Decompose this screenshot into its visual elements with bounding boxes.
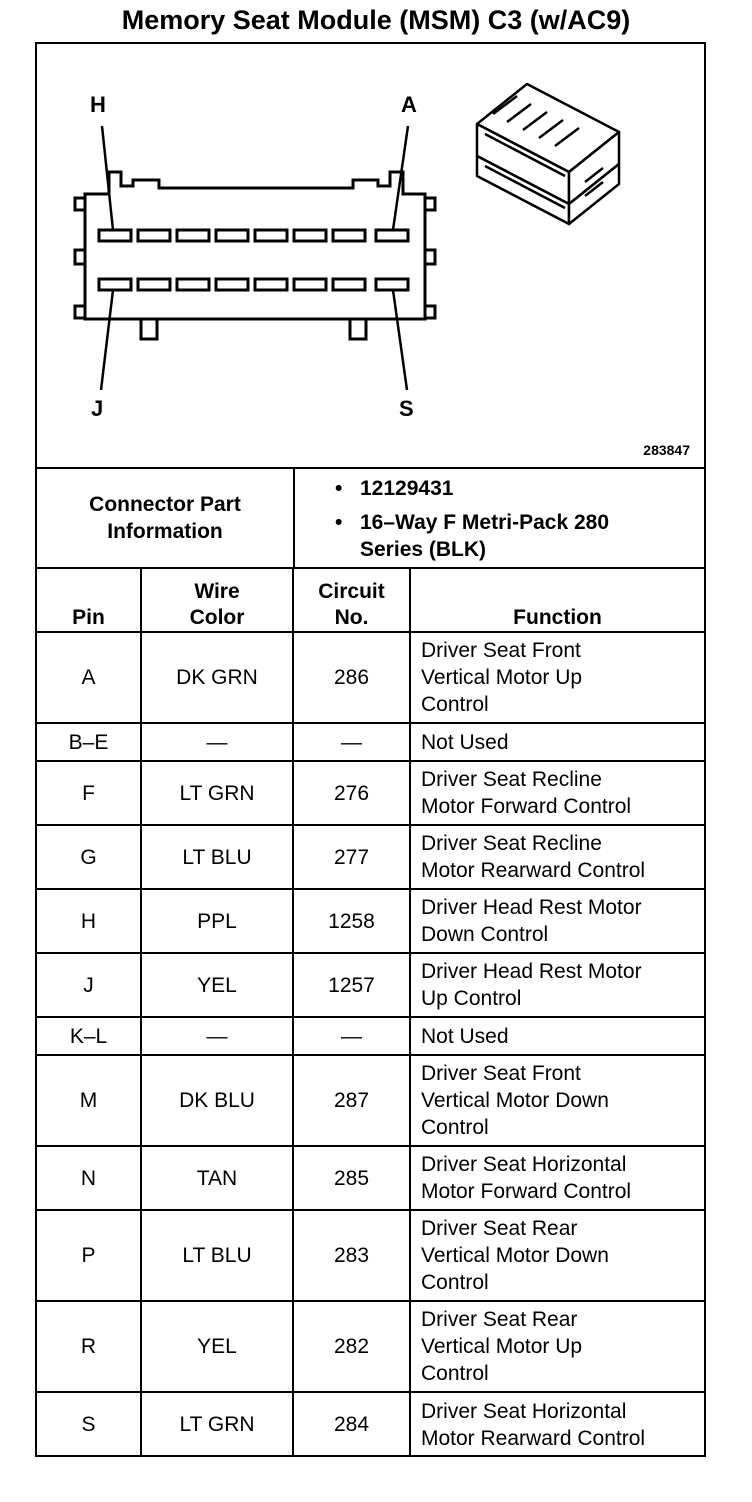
connector-type: 16–Way F Metri-Pack 280 Series (BLK) <box>360 511 610 561</box>
pin-cell: S <box>37 1392 141 1456</box>
pin-cell: K–L <box>37 1017 141 1055</box>
pin-label-a: A <box>401 92 417 117</box>
connector-diagram <box>37 44 704 469</box>
bullet-icon: • <box>335 477 343 500</box>
header-circuit: Circuit No. <box>293 569 410 632</box>
wire-color-cell: — <box>141 1017 293 1055</box>
table-row <box>37 723 704 761</box>
header-function: Function <box>410 569 704 632</box>
header-pin: Pin <box>37 569 141 632</box>
circuit-cell: 282 <box>293 1301 410 1392</box>
function-cell: Driver Seat Rear Vertical Motor Down Control <box>410 1210 704 1301</box>
connector-info-details <box>295 469 704 567</box>
circuit-cell: 284 <box>293 1392 410 1456</box>
table-row <box>37 632 704 723</box>
table-row <box>37 761 704 825</box>
table-row <box>37 1210 704 1301</box>
function-cell: Driver Seat Rear Vertical Motor Up Control <box>410 1301 704 1392</box>
pin-cell: B–E <box>37 723 141 761</box>
pinout-table <box>37 569 704 1456</box>
header-wire-color: Wire Color <box>141 569 293 632</box>
function-cell: Driver Seat Horizontal Motor Forward Control <box>410 1146 704 1210</box>
table-row <box>37 1146 704 1210</box>
wire-color-cell: DK GRN <box>141 632 293 723</box>
pin-cell: J <box>37 953 141 1017</box>
wire-color-cell: PPL <box>141 889 293 953</box>
table-row <box>37 825 704 889</box>
circuit-cell: — <box>293 1017 410 1055</box>
connector-info-label: Connector Part Information <box>37 469 295 567</box>
function-cell: Driver Seat Recline Motor Rearward Control <box>410 825 704 889</box>
table-row <box>37 1017 704 1055</box>
bullet-icon: • <box>335 511 343 534</box>
function-cell: Driver Head Rest Motor Up Control <box>410 953 704 1017</box>
function-cell: Driver Seat Front Vertical Motor Up Control <box>410 632 704 723</box>
function-cell: Driver Seat Front Vertical Motor Down Control <box>410 1055 704 1146</box>
wire-color-cell: DK BLU <box>141 1055 293 1146</box>
wire-color-cell: LT BLU <box>141 1210 293 1301</box>
pin-label-s: S <box>399 396 414 421</box>
wire-color-cell: LT BLU <box>141 825 293 889</box>
pin-cell: M <box>37 1055 141 1146</box>
circuit-cell: 286 <box>293 632 410 723</box>
pin-cell: N <box>37 1146 141 1210</box>
table-row <box>37 953 704 1017</box>
table-row <box>37 1392 704 1456</box>
table-header-row <box>37 569 704 632</box>
wire-color-cell: LT GRN <box>141 761 293 825</box>
wire-color-cell: TAN <box>141 1146 293 1210</box>
table-row <box>37 889 704 953</box>
pin-cell: G <box>37 825 141 889</box>
page-title: Memory Seat Module (MSM) C3 (w/AC9) <box>121 5 631 35</box>
circuit-cell: — <box>293 723 410 761</box>
connector-frame <box>35 42 706 1457</box>
function-cell: Not Used <box>410 1017 704 1055</box>
pin-cell: H <box>37 889 141 953</box>
function-cell: Driver Seat Horizontal Motor Rearward Control <box>410 1392 704 1456</box>
pin-label-h: H <box>90 92 106 117</box>
circuit-cell: 285 <box>293 1146 410 1210</box>
pin-cell: P <box>37 1210 141 1301</box>
circuit-cell: 276 <box>293 761 410 825</box>
circuit-cell: 1257 <box>293 953 410 1017</box>
figure-id: 283847 <box>643 442 690 458</box>
pin-cell: R <box>37 1301 141 1392</box>
wire-color-cell: — <box>141 723 293 761</box>
wire-color-cell: YEL <box>141 953 293 1017</box>
table-body <box>37 632 704 1456</box>
pin-label-j: J <box>91 396 104 421</box>
connector-face-drawing <box>37 44 704 467</box>
pin-cell: A <box>37 632 141 723</box>
pin-cell: F <box>37 761 141 825</box>
circuit-cell: 277 <box>293 825 410 889</box>
circuit-cell: 283 <box>293 1210 410 1301</box>
wire-color-cell: LT GRN <box>141 1392 293 1456</box>
part-number: 12129431 <box>360 477 454 500</box>
wire-color-cell: YEL <box>141 1301 293 1392</box>
table-row <box>37 1055 704 1146</box>
function-cell: Driver Seat Recline Motor Forward Control <box>410 761 704 825</box>
function-cell: Not Used <box>410 723 704 761</box>
circuit-cell: 1258 <box>293 889 410 953</box>
circuit-cell: 287 <box>293 1055 410 1146</box>
function-cell: Driver Head Rest Motor Down Control <box>410 889 704 953</box>
connector-part-info <box>37 469 704 569</box>
table-row <box>37 1301 704 1392</box>
